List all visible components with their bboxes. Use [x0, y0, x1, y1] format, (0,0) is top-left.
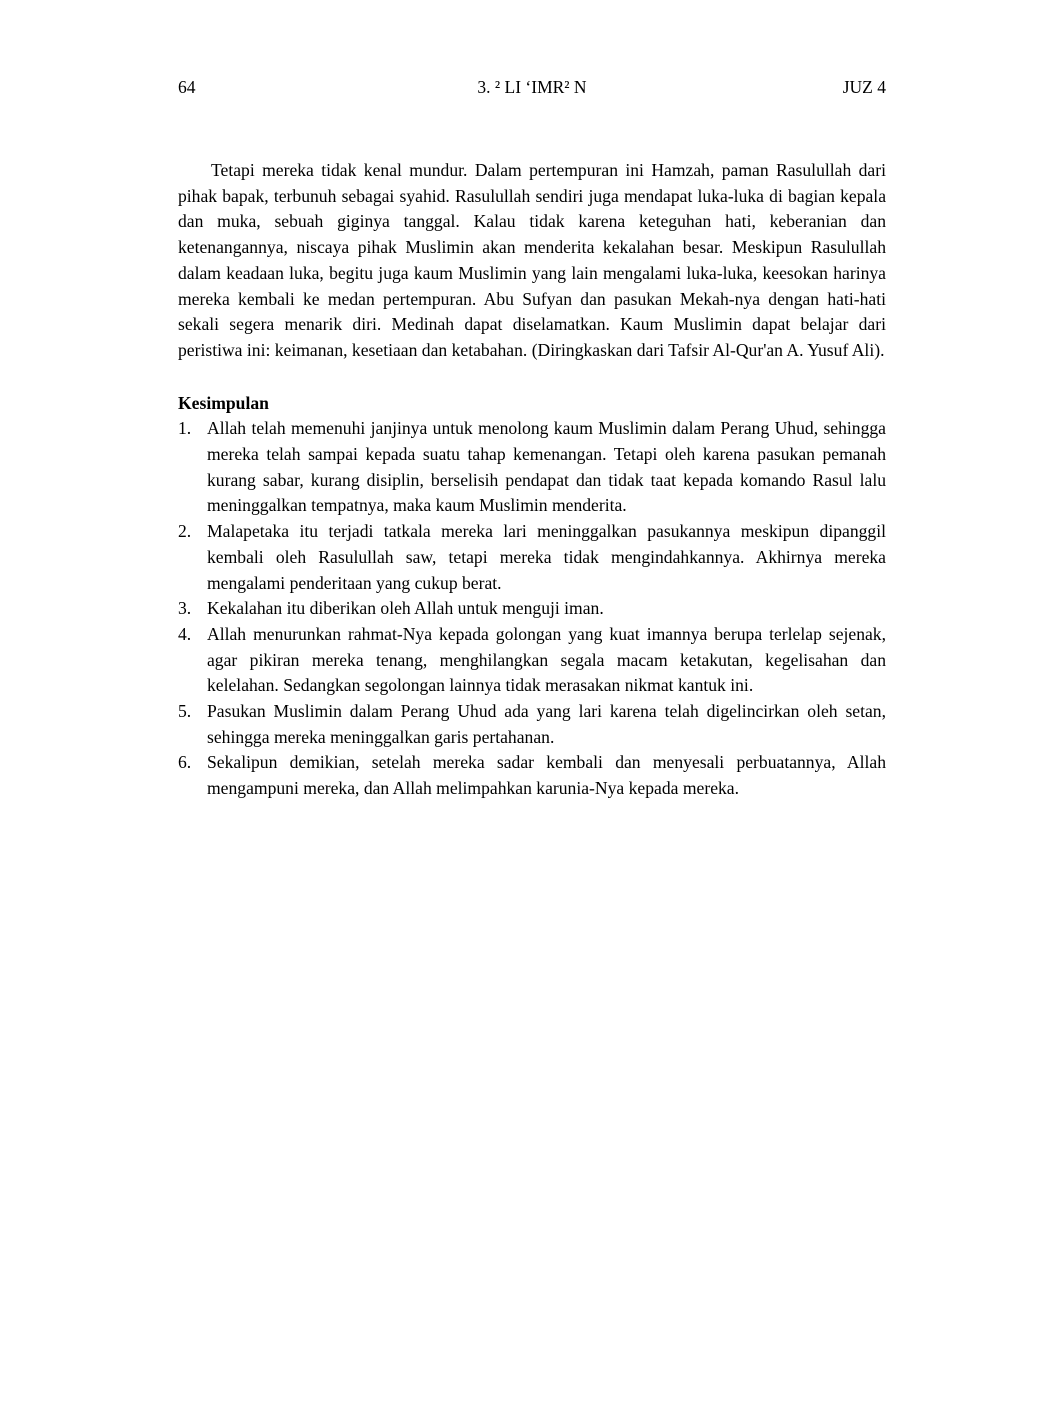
juz-label: JUZ 4 — [842, 77, 886, 97]
list-item-text: Malapetaka itu terjadi tatkala mereka lari meninggalkan pasukannya meskipun dipanggil kembali oleh Rasulullah saw, tetapi mereka tidak mengindahkannya. Akhirnya mereka mengalami penderitaan yang cukup berat. — [207, 521, 886, 593]
list-item-text: Allah menurunkan rahmat-Nya kepada golongan yang kuat imannya berupa terlelap sejenak, agar pikiran mereka tenang, menghilangkan segala macam ketakutan, kegelisahan dan kelelahan. Sedangkan segolongan lainnya tidak merasakan nikmat kantuk ini. — [207, 623, 886, 696]
document-title: 3. ² LI ‘IMR² N — [477, 77, 587, 97]
intro-paragraph: Tetapi mereka tidak kenal mundur. Dalam pertempuran ini Hamzah, paman Rasulullah dari pihak bapak, terbunuh sebagai syahid. Rasulullah sendiri juga mendapat luka-luka di bagian kepala dan muka, sebuah giginya tanggal. Kalau tidak karena keteguhan hati, keberanian dan ketenangannya, niscaya pihak Muslimin akan menderita kekalahan besar. Meskipun Rasulullah dalam keadaan luka, begitu juga kaum Muslimin yang lain mengalami luka-luka, keesokan harinya mereka kembali ke medan pertempuran. Abu Sufyan dan pasukan Mekah-nya dengan hati-hati sekali segera menarik diri. Medinah dapat diselamatkan. Kaum Muslimin dapat belajar dari peristiwa ini: keimanan, kesetiaan dan ketabahan. (Diringkaskan dari Tafsir Al-Qur'an A. Yusuf Ali). — [178, 160, 886, 360]
list-item — [178, 622, 886, 699]
page-header — [178, 76, 886, 98]
list-item-number: 5. — [178, 701, 192, 722]
list-item — [178, 699, 886, 750]
list-item — [178, 416, 886, 519]
kesimpulan-heading: Kesimpulan — [178, 392, 269, 413]
list-item-text: Sekalipun demikian, setelah mereka sadar kembali dan menyesali perbuatannya, Allah mengampuni mereka, dan Allah melimpahkan karunia-Nya kepada mereka. — [207, 752, 886, 799]
page-content — [178, 158, 886, 802]
list-item — [178, 750, 886, 801]
list-item-number: 4. — [178, 623, 192, 644]
list-item — [178, 596, 886, 622]
list-item-text: Kekalahan itu diberikan oleh Allah untuk menguji iman. — [207, 598, 604, 619]
conclusion-list — [178, 416, 886, 802]
page-number: 64 — [178, 77, 196, 97]
list-item-text: Pasukan Muslimin dalam Perang Uhud ada yang lari karena telah digelincirkan oleh setan, sehingga mereka meninggalkan garis pertahanan. — [207, 701, 886, 747]
list-item-text: Allah telah memenuhi janjinya untuk menolong kaum Muslimin dalam Perang Uhud, sehingga mereka telah sampai kepada suatu tahap kemenangan. Tetapi oleh karena pasukan pemanah kurang sabar, kurang disiplin, berselisih pendapat dan tidak taat kepada komando Rasul lalu meninggalkan tempatnya, maka kaum Muslimin menderita. — [207, 418, 886, 516]
list-item-number: 6. — [178, 752, 192, 773]
list-item-number: 1. — [178, 418, 192, 439]
list-item-number: 3. — [178, 598, 192, 619]
list-item-number: 2. — [178, 521, 192, 542]
list-item — [178, 519, 886, 596]
